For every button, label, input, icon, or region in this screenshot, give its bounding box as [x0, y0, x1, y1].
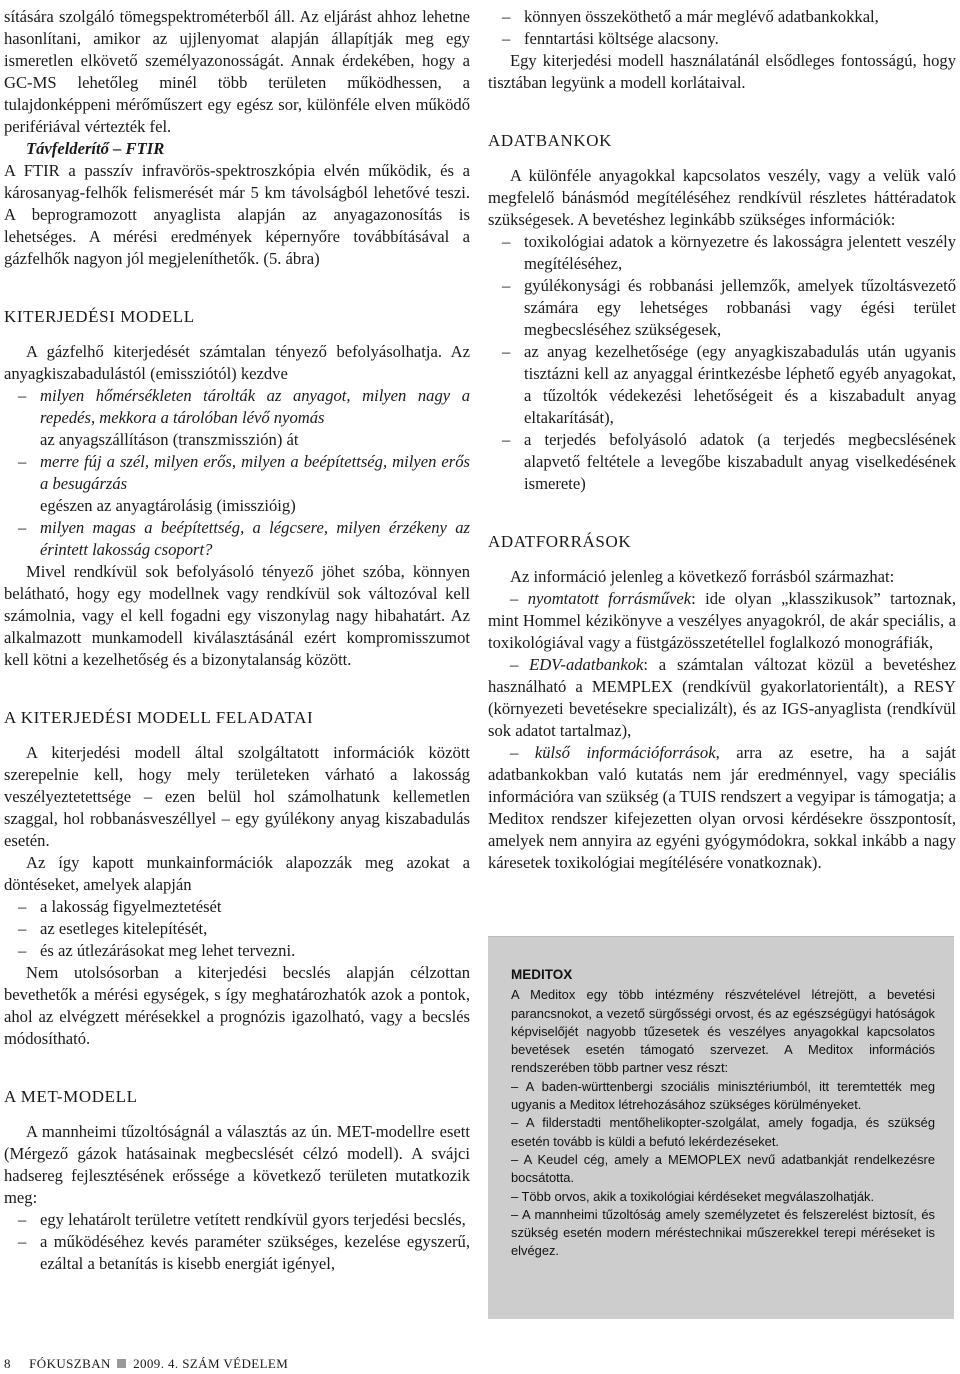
list-item: – az anyag kezelhetősége (egy anyagkiszabadulás után ugyanis tisztázni kell az anyaggal érintkezésbe léphető egyéb anyagokat, a tűzoltók védekezési lehetőségeit és a kiszabadult anyag eltakarítását),: [502, 342, 956, 427]
list-item: – a lakosság figyelmeztetését: [18, 897, 222, 916]
page-number: 8: [4, 1356, 11, 1371]
sources-paragraph: Az információ jelenleg a következő forrásból származhat:: [510, 567, 895, 586]
square-separator-icon: [117, 1359, 126, 1368]
list-item: az anyagszállításon (transzmisszión) át: [40, 430, 299, 449]
list-item: – és az útlezárásokat meg lehet tervezni.: [18, 941, 296, 960]
met-paragraph: A mannheimi tűzoltóságnál a választás az ún. MET-modellre esett (Mérgező gázok hatásainak megbecslését célzó modell). A svájci hadsereg fejlesztésének erőssége a következő területen mutatkozik meg:: [4, 1122, 470, 1207]
model-paragraph-2: Mivel rendkívül sok befolyásoló tényező jöhet szóba, könnyen belátható, hogy egy modellnek vagy rendkívül sok változóval kell számolnia, vagy el kell fogadni egy viszonylag nagy hibahatárt. Az alkalmazott munkamodell kiválasztásánál ezért kompromisszumot kell kötni a kezelhetőség és a bizonytalanság között.: [4, 562, 470, 669]
model-paragraph: A gázfelhő kiterjedését számtalan tényező befolyásolhatja. Az anyagkiszabadulástól (emissziótól) kezdve: [4, 342, 470, 383]
section-heading-sources: ADATFORRÁSOK: [488, 532, 632, 551]
list-item: – az esetleges kitelepítését,: [18, 919, 208, 938]
list-item: – fenntartási költsége alacsony.: [502, 29, 719, 48]
left-column: [4, 6, 470, 1275]
list-item: egészen az anyagtárolásig (imisszióig): [40, 496, 296, 515]
list-item: – milyen hőmérsékleten tárolták az anyagot, milyen nagy a repedés, mekkora a tárolóban lévő nyomás: [18, 386, 470, 427]
ftir-heading: Távfelderítő – FTIR: [26, 139, 165, 158]
meditox-title: MEDITOX: [511, 967, 573, 982]
list-item: – könnyen összeköthető a már meglévő adatbankokkal,: [502, 7, 879, 26]
tasks-paragraph-2: Az így kapott munkainformációk alapozzák meg azokat a döntéseket, amelyek alapján: [4, 853, 470, 894]
meditox-intro: A Meditox egy több intézmény részvételével létrejött, a bevetési parancsnokot, a vezető sürgősségi orvost, és az egészségügyi hatóságok képviselőjét nagyobb tűzesetek és veszélyes anyagokkal kapcsolatos bevetések esetén támogató szervezet. A Meditox információs rendszerében több partner vesz részt:: [511, 987, 935, 1076]
meditox-item: – A filderstadti mentőhelikopter-szolgálat, amely fogadja, és szükség esetén tovább is küldi a befutó lekérdezéseket.: [511, 1115, 935, 1149]
met-list: [4, 1209, 470, 1275]
meditox-item: – A baden-württenbergi szociális minisztériumból, itt teremtették meg ugyanis a Meditox létrehozásához szükséges körülményeket.: [511, 1078, 935, 1113]
issue-info: 2009. 4. SZÁM VÉDELEM: [133, 1356, 289, 1371]
meditox-item: – A Keudel cég, amely a MEMOPLEX nevű adatbankját rendelkezésre bocsátotta.: [511, 1151, 935, 1186]
meditox-item: – A mannheimi tűzoltóság amely személyzetet és felszerelést biztosít, és szükség esetén modern méréstechnikai műszerekkel terepi méréseket is elvégez.: [511, 1206, 935, 1259]
top-list: [488, 6, 956, 50]
magazine-name: FÓKUSZBAN: [29, 1356, 111, 1371]
meditox-item: – Több orvos, akik a toxikológiai kérdéseket megválaszolhatják.: [511, 1188, 875, 1204]
section-heading-databanks: ADATBANKOK: [488, 131, 613, 150]
source-item-printed: – nyomtatott forrásművek: ide olyan „klasszikusok” tartoznak, mint Hommel kézikönyve a veszélyes anyagokról, de akár speciális, a toxikológiával vagy a füstgázösszetétellel foglalkozó monográfiák,: [488, 589, 956, 652]
section-heading-tasks: A KITERJEDÉSI MODELL FELADATAI: [4, 708, 314, 727]
source-item-external: – külső információforrások, arra az esetre, ha a saját adatbankokban való kutatás nem jár eredménnyel, vagy speciális információra van szükség (a TUIS rendszert a vegyipar is támogatja; a Meditox rendszer kifejezetten olyan orvosi kérdésekre összpontosít, amelyek nem annyira az egyéni gyógymódokra, sokkal inkább a nagy káresetek toxikológiai megítélésére vonatkoznak).: [488, 743, 957, 872]
section-heading-met: A MET-MODELL: [4, 1087, 138, 1106]
tasks-paragraph-3: Nem utolsósorban a kiterjedési becslés alapján célzottan bevethetők a mérési egységek, s így meghatározhatók azok a pontok, ahol az elvégzett mérésekkel a prognózis igazolható, vagy a becslés módosítható.: [4, 963, 470, 1048]
section-heading-model: KITERJEDÉSI MODELL: [4, 307, 195, 326]
list-item: – milyen magas a beépítettség, a légcsere, milyen érzékeny az érintett lakosság csoport?: [18, 518, 470, 559]
tasks-list: [4, 896, 470, 962]
tasks-paragraph-1: A kiterjedési modell által szolgáltatott információk között szerepelnie kell, hogy mely területeken várható a lakosság veszélyeztetettsége – ezen belül hol számolhatunk kellemetlen szaggal, hol robbanásveszéllyel – egy gyúlékony anyag kiszabadulás esetén.: [4, 743, 470, 850]
model-list: [4, 385, 470, 561]
page-footer: [4, 1356, 288, 1372]
list-item: – merre fúj a szél, milyen erős, milyen a beépítettség, milyen erős a besugárzás: [18, 452, 470, 493]
list-item: – gyúlékonysági és robbanási jellemzők, amelyek tűzoltásvezető számára egy lehetséges robbanási vagy égési terület megbecsléséhez szükségesek,: [502, 276, 956, 339]
limits-paragraph: Egy kiterjedési modell használatánál elsődleges fontosságú, hogy tisztában legyünk a modell korlátaival.: [488, 51, 956, 92]
list-item: – toxikológiai adatok a környezetre és lakosságra jelentett veszély megítéléséhez,: [502, 232, 956, 273]
source-item-edv: – EDV-adatbankok: a számtalan változat közül a bevetéshez használható a MEMPLEX (rendkívül gyakorlatorientált), a RESY (környezeti bevetésekre specializált), és az IGS-anyaglista (rendkívül sok adatot tartalmaz),: [488, 655, 956, 740]
ftir-paragraph: A FTIR a passzív infravörös-spektroszkópia elvén működik, és a károsanyag-felhők felismerését már 5 km távolságból lehetővé teszi. A beprogramozott anyaglista alapján az anyagazonosítás is lehetséges. A mérési eredmények képernyőre továbbításával a gázfelhők nagyon jól megjeleníthetők. (5. ábra): [4, 161, 470, 268]
meditox-content: [511, 966, 935, 1261]
right-column: [488, 6, 956, 874]
list-item: – a terjedés befolyásoló adatok (a terjedés megbecslésének alapvető feltétele a levegőbe kiszabadult anyag viselkedésének ismerete): [502, 430, 956, 493]
list-item: – a működéséhez kevés paraméter szükséges, kezelése egyszerű, ezáltal a betanítás is kisebb energiát igényel,: [18, 1232, 470, 1273]
databanks-list: [488, 231, 956, 495]
meditox-box: [488, 936, 954, 1319]
list-item: – egy lehatárolt területre vetített rendkívül gyors terjedési becslés,: [18, 1210, 466, 1229]
intro-paragraph: sítására szolgáló tömegspektrométerből áll. Az eljárást ahhoz lehetne hasonlítani, amikor az ujjlenyomat alapján állapítják meg egy ismeretlen elkövető személyazonosságát. Annak érdekében, hogy a GC-MS lehetőleg minél több területen működhessen, a tulajdonképpeni mérőműszert egy egész sor, különféle elven működő perifériával vértezték fel.: [4, 7, 470, 136]
databanks-paragraph: A különféle anyagokkal kapcsolatos veszély, vagy a velük való megfelelő bánásmód megítéléséhez rendkívül részletes háttéradatok szükségesek. A bevetéshez leginkább szükséges információk:: [488, 166, 956, 229]
